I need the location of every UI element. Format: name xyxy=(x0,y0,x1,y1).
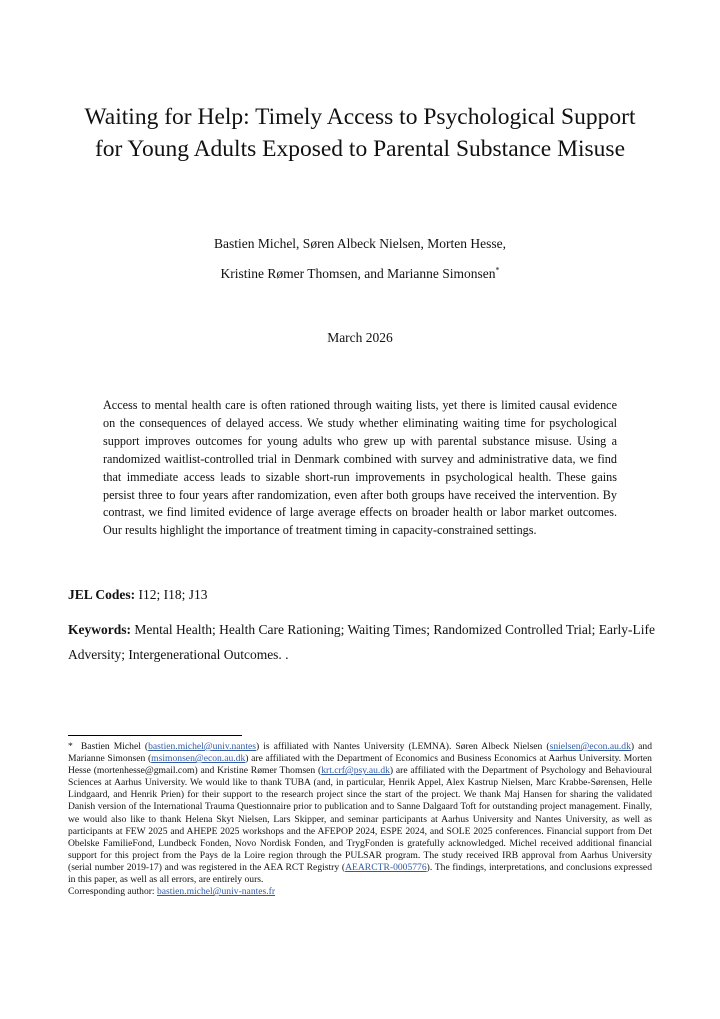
footnote-text-5: ) are affiliated with the Department of Psychology and Behavioural Sciences at Aarhus University. We would like to thank TUBA (and, in particular, Henrik Appel, Alex Kastrup Nielsen, Marc Krabbe-Sørensen, Helle Lindgaard, and Henrik Prien) for their support to the research project since the start of the project. We thank Maj Hansen for sharing the validated Danish version of the International Trauma Questionnaire prior to publication and to Sanne Dalgaard Toft for outstanding project management. Finally, we would also like to thank Helena Skyt Nielsen, Lars Skipper, and seminar participants at Aarhus University and Nantes University, as well as participants at FEW 2025 and AHEPE 2025 workshops and the AFEPOP 2024, ESPE 2024, and SOLE 2025 conferences. Financial support from Det Obelske FamilieFond, Lundbeck Fonden, Novo Nordisk Fonden, and TrygFonden is gratefully acknowledged. Michel received additional financial support for this project from the Pays de la Loire region through the PULSAR program. The study received IRB approval from Aarhus University (serial number 2019-17) and was registered in the AEA RCT Registry ( xyxy=(68,765,652,873)
keywords-label: Keywords: xyxy=(68,622,131,637)
authors-line-1: Bastien Michel, Søren Albeck Nielsen, Morten Hesse, xyxy=(213,236,507,251)
footnote-divider xyxy=(68,735,242,736)
footnote-text-6: ). The findings, interpretations, and conclusions expressed in this paper, as well as all errors, are entirely ours. xyxy=(68,861,652,886)
footnote-text-3: ) and Marianne Simonsen ( xyxy=(68,741,652,765)
corresponding-label: Corresponding author: xyxy=(68,886,157,898)
corresponding-email-link[interactable]: bastien.michel@univ-nantes.fr xyxy=(157,886,276,898)
footnote-text-2: ) is affiliated with Nantes University (LEMNA). Søren Albeck Nielsen ( xyxy=(255,741,550,752)
email-link-michel[interactable]: bastien.michel@univ.nantes xyxy=(148,741,256,752)
abstract: Access to mental health care is often rationed through waiting lists, yet there is limited causal evidence on the consequences of delayed access. We study whether eliminating waiting time for psychological support improves outcomes for young adults who grew up with parental substance misuse. Using a randomized waitlist-controlled trial in Denmark combined with survey and administrative data, we find that immediate access leads to sizable short-run improvements in psychological health. These gains persist three to four years after randomization, even after both groups have received the intervention. By contrast, we find limited evidence of large average effects on broader health or labor market outcomes. Our results highlight the importance of treatment timing in capacity-constrained settings. xyxy=(103,398,617,538)
keywords xyxy=(68,617,658,667)
footnote-symbol: * xyxy=(68,741,73,752)
keywords-values: Mental Health; Health Care Rationing; Waiting Times; Randomized Controlled Trial; Early-Life Adversity; Intergenerational Outcomes. . xyxy=(68,622,655,662)
title-line-1: Waiting for Help: Timely Access to Psychological Support xyxy=(84,104,636,130)
footnote-text-4: ) are affiliated with the Department of Economics and Business Economics at Aarhus University. Morten Hesse (mortenhesse@gmail.com) and Kristine Rømer Thomsen ( xyxy=(68,753,652,777)
email-link-nielsen[interactable]: snielsen@econ.au.dk xyxy=(549,741,631,752)
publication-date: March 2026 xyxy=(327,330,393,345)
email-link-simonsen[interactable]: msimonsen@econ.au.dk xyxy=(151,753,246,765)
authors-line-2-text: Kristine Rømer Thomsen, and Marianne Simonsen xyxy=(220,266,496,281)
registry-link[interactable]: AEARCTR-0005776 xyxy=(345,861,427,873)
jel-values: I12; I18; J13 xyxy=(138,587,208,602)
footnote xyxy=(68,741,652,898)
title-line-2: for Young Adults Exposed to Parental Substance Misuse xyxy=(94,136,626,162)
email-link-thomsen[interactable]: krt.crf@psy.au.dk xyxy=(321,765,390,777)
footnote-text-1: Bastien Michel ( xyxy=(80,741,149,752)
jel-codes xyxy=(68,586,658,604)
author-list xyxy=(40,229,680,289)
paper-title xyxy=(40,101,680,165)
jel-label: JEL Codes: xyxy=(68,587,136,602)
authors-line-2 xyxy=(40,259,680,289)
footnote-marker[interactable]: * xyxy=(495,265,500,275)
